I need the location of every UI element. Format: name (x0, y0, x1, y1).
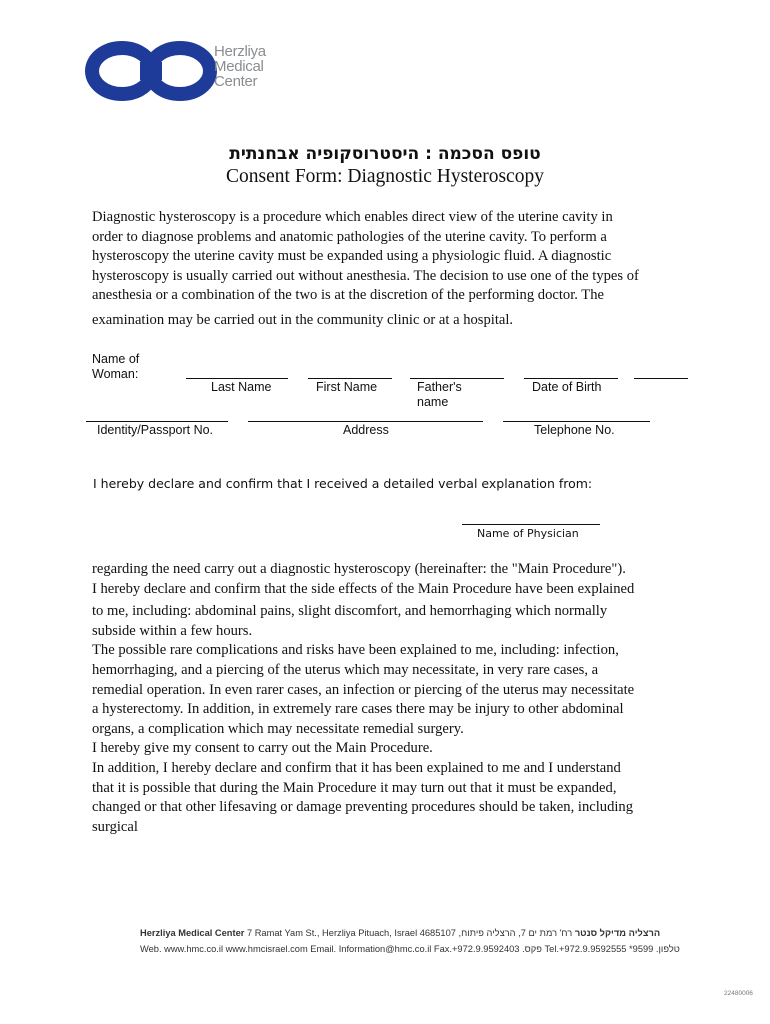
first-name-label: First Name (316, 380, 378, 394)
physician-name-label: Name of Physician (477, 527, 579, 540)
footer-org-name-he: הרצליה מדיקל סנטר (574, 928, 661, 938)
intro-line: order to diagnose problems and anatomic pathologies of the uterine cavity. To perform a (92, 228, 607, 245)
intro-line: examination may be carried out in the community clinic or at a hospital. (92, 311, 514, 328)
name-of-woman-label: Name of Woman: (92, 352, 140, 381)
body-line: changed or that other lifesaving or damage preventing procedures should be taken, including (92, 799, 634, 816)
body-line: In addition, I hereby declare and confirm that it has been explained to me and I understand (92, 759, 621, 776)
body-line: a hysterectomy. In addition, in extremely rare cases there may be injury to other abdominal (92, 701, 624, 718)
body-line: that it is possible that during the Main Procedure it may turn out that it must be expanded, (92, 779, 617, 796)
body-line: remedial operation. In even rarer cases, an infection or piercing of the uterus may necessitate (92, 681, 635, 698)
last-name-label: Last Name (211, 380, 272, 394)
footer-contact (140, 944, 680, 954)
physician-name-line[interactable] (462, 524, 600, 525)
fathers-name-label-1: Father's (417, 380, 462, 394)
footer-address (140, 928, 660, 938)
telephone-label: Telephone No. (534, 423, 615, 437)
body-line: subside within a few hours. (92, 622, 253, 639)
intro-paragraph (92, 208, 692, 331)
body-line: I hereby give my consent to carry out the Main Procedure. (92, 740, 433, 757)
fathers-name-line[interactable] (410, 378, 504, 379)
address-line[interactable] (248, 421, 483, 422)
intro-line: hysteroscopy is usually carried out without anesthesia. The decision to use one of the types of (92, 267, 639, 284)
last-name-line[interactable] (186, 378, 288, 379)
body-line: I hereby declare and confirm that the side effects of the Main Procedure have been explained (92, 580, 635, 597)
footer-address-en: 7 Ramat Yam St., Herzliya Pituach, Israel 4685107 (246, 928, 456, 938)
date-of-birth-label: Date of Birth (532, 380, 602, 394)
intro-line: Diagnostic hysteroscopy is a procedure which enables direct view of the uterine cavity in (92, 209, 613, 225)
intro-line: hysteroscopy the uterine cavity must be expanded using a physiologic fluid. A diagnostic (92, 248, 612, 265)
telephone-line[interactable] (503, 421, 650, 422)
document-number: 22480006 (724, 990, 753, 997)
date-of-birth-line[interactable] (524, 378, 618, 379)
title-hebrew: טופס הסכמה : היסטרוסקופיה אבחנתית (229, 144, 541, 164)
footer-org-name: Herzliya Medical Center (140, 928, 245, 938)
identity-label: Identity/Passport No. (97, 423, 214, 437)
intro-line: anesthesia or a combination of the two is at the discretion of the performing doctor. The (92, 287, 604, 304)
footer-contact-he: .פקס Tel.+972.9.9592555 *9599 .טלפון (522, 944, 680, 954)
body-line: The possible rare complications and risks have been explained to me, including: infection, (92, 642, 619, 659)
logo-line-1: Herzliya (214, 43, 266, 60)
body-line: organs, a complication which may necessitate remedial surgery. (92, 720, 464, 737)
logo-line-3: Center (214, 73, 258, 90)
declaration-text: I hereby declare and confirm that I received a detailed verbal explanation from: (93, 476, 593, 491)
address-label: Address (343, 423, 389, 437)
title-english: Consent Form: Diagnostic Hysteroscopy (226, 166, 544, 187)
logo-wordmark (214, 44, 266, 89)
body-line: surgical (92, 818, 138, 835)
body-line: regarding the need carry out a diagnostic hysteroscopy (hereinafter: the "Main Procedure"). (92, 561, 626, 577)
body-line: to me, including: abdominal pains, slight discomfort, and hemorrhaging which normally (92, 603, 608, 620)
body-line: hemorrhaging, and a piercing of the uterus which may necessitate, in very rare cases, a (92, 661, 599, 678)
footer-contact-en: Web. www.hmc.co.il www.hmcisrael.com Email. Information@hmc.co.il Fax.+972.9.9592403 (140, 944, 520, 954)
body-paragraph (92, 560, 692, 837)
identity-line[interactable] (86, 421, 228, 422)
extra-line[interactable] (634, 378, 688, 379)
footer-address-he: רח' רמת ים 7, הרצליה פיתוח, (458, 928, 573, 938)
logo-line-2: Medical (214, 58, 264, 75)
fathers-name-label-2: name (417, 395, 449, 409)
first-name-line[interactable] (308, 378, 392, 379)
